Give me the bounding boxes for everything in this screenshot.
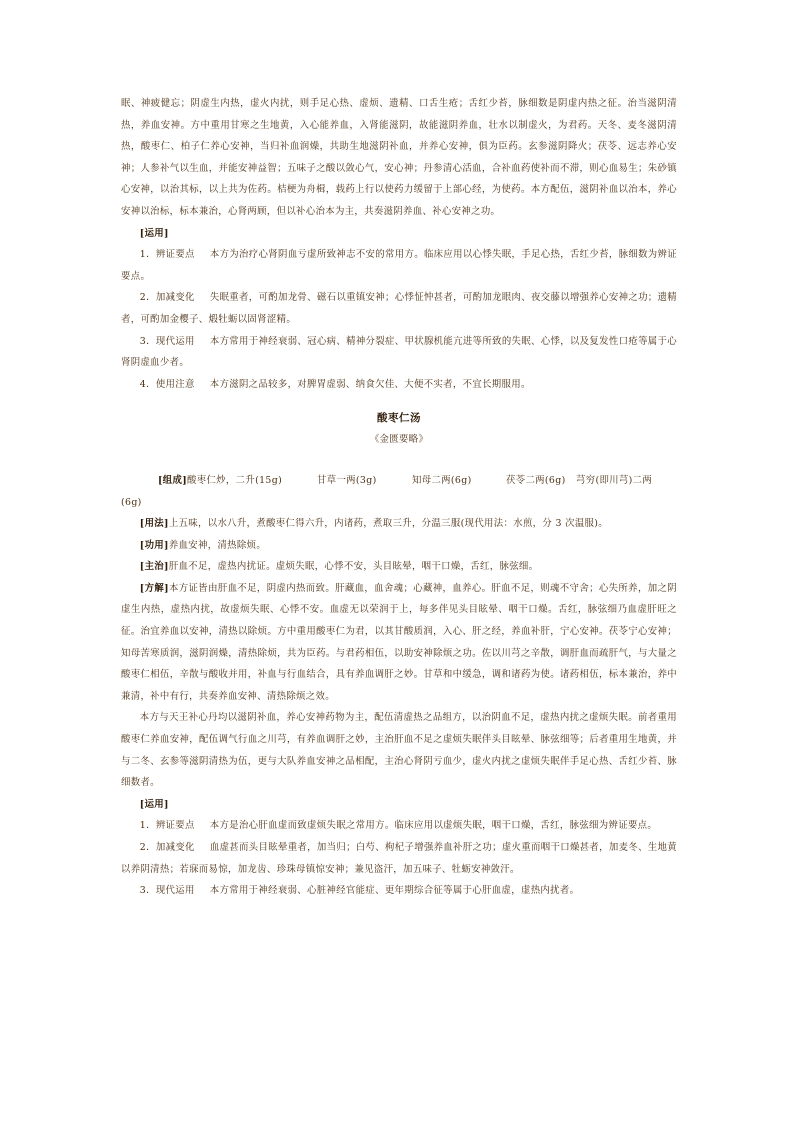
ingredient: 知母二两(6g) <box>412 475 472 486</box>
explanation: [方解]本方证皆由肝血不足，阴虚内热而致。肝藏血，血舍魂；心藏神，血养心。肝血不足，则魂不守舍；心失所养，加之阴虚生内热，虚热内扰，故虚烦失眠、心悸不安。血虚无以荣润于上，每多伴见头目眩晕、咽干口燥。舌红，脉弦细乃血虚肝旺之征。治宜养血以安神，清热以除烦。方中重用酸枣仁为君，以其甘酸质润，入心、肝之经，养血补肝，宁心安神。茯苓宁心安神；知母苦寒质润，滋阴润燥，清热除烦，共为臣药。与君药相伍，以助安神除烦之功。佐以川芎之辛散，调肝血而疏肝气，与大量之酸枣仁相伍，辛散与酸收并用，补血与行血结合，具有养血调肝之妙。甘草和中缓急，调和诸药为使。诸药相伍，标本兼治，养中兼清，补中有行，共奏养血安神、清热除烦之效。 <box>121 582 677 702</box>
composition <box>121 470 677 514</box>
ingredient: 芎穷(即川芎)二两 <box>576 475 653 486</box>
section2-text <box>121 513 677 902</box>
usage-item: 3．现代运用 本方常用于神经衰弱、冠心病、精神分裂症、甲状腺机能亢进等所致的失眠、心悸，以及复发性口疮等属于心肾阴虚血少者。 <box>121 335 677 369</box>
continuation-paragraph: 眠、神疲健忘；阴虚生内热，虚火内扰，则手足心热、虚烦、遗精、口舌生疮；舌红少苔，脉细数是阴虚内热之征。治当滋阴清热，养血安神。方中重用甘寒之生地黄，入心能养血，入肾能滋阴，故能滋阴养血，壮水以制虚火，为君药。天冬、麦冬滋阴清热，酸枣仁、柏子仁养心安神，当归补血润燥，共助生地滋阴补血，并养心安神，俱为臣药。玄参滋阴降火；茯苓、远志养心安神；人参补气以生血，并能安神益智；五味子之酸以敛心气，安心神；丹参清心活血，合补血药使补而不滞，则心血易生；朱砂镇心安神，以治其标，以上共为佐药。桔梗为舟楫，载药上行以使药力缓留于上部心经，为使药。本方配伍，滋阴补血以治本，养心安神以治标，标本兼治，心肾两顾，但以补心治本为主，共奏滋阴养血、补心安神之功。 <box>121 98 677 217</box>
composition-label: [组成] <box>158 475 188 486</box>
ingredient: 甘草一两(3g) <box>317 475 377 486</box>
usage-item: 2．加减变化 失眠重者，可酌加龙骨、磁石以重镇安神；心悸怔忡甚者，可酌加龙眼肉、夜交藤以增强养心安神之功；遗精者，可酌加金樱子、煅牡蛎以固肾涩精。 <box>121 292 677 325</box>
usage-item: 1．辨证要点 本方是治心肝血虚而致虚烦失眠之常用方。临床应用以虚烦失眠，咽干口燥，舌红，脉弦细为辨证要点。 <box>139 820 658 832</box>
usage-heading: [运用] <box>139 798 169 810</box>
composition-continuation: (6g) <box>121 497 142 508</box>
usage-item: 1．辨证要点 本方为治疗心肾阴血亏虚所致神志不安的常用方。临床应用以心悸失眠，手足心热，舌红少苔，脉细数为辨证要点。 <box>121 249 677 282</box>
section1-text <box>121 93 677 395</box>
formula-title: 酸枣仁汤 <box>377 412 421 424</box>
formula-source: 《金匮要略》 <box>369 434 429 445</box>
usage-item: 4．使用注意 本方滋阴之品较多，对脾胃虚弱、纳食欠佳、大便不实者，不宜长期服用。 <box>139 378 531 390</box>
comparison-paragraph: 本方与天王补心丹均以滋阴补血，养心安神药物为主，配伍清虚热之品组方，以治阴血不足，虚热内扰之虚烦失眠。前者重用酸枣仁养血安神，配伍调气行血之川芎，有养血调肝之妙，主治肝血不足之虚烦失眠伴头目眩晕、脉弦细等；后者重用生地黄，并与二冬、玄参等滋阴清热为伍，更与大队养血安神之品相配，主治心肾阴亏血少，虚火内扰之虚烦失眠伴手足心热、舌红少苔、脉细数者。 <box>121 712 677 789</box>
ingredient: 酸枣仁炒，二升(15g) <box>187 475 283 486</box>
usage-heading: [运用] <box>139 227 169 239</box>
effect: [功用]养血安神，清热除烦。 <box>139 539 267 551</box>
composition-row <box>121 470 677 492</box>
usage-item: 2．加减变化 血虚甚而头目眩晕重者，加当归；白芍、枸杞子增强养血补肝之功；虚火重而咽干口燥甚者，加麦冬、生地黄以养阴清热；若寐而易惊，加龙齿、珍珠母镇惊安神；兼见盗汗，加五味子、牡蛎安神敛汗。 <box>121 841 677 875</box>
ingredient: 茯苓二两(6g) <box>506 475 566 486</box>
indication: [主治]肝血不足，虚热内扰证。虚烦失眠，心悸不安，头目眩晕，咽干口燥，舌红，脉弦细。 <box>139 561 539 573</box>
usage-item: 3．现代运用 本方常用于神经衰弱、心脏神经官能症、更年期综合征等属于心肝血虚，虚热内扰者。 <box>139 885 580 897</box>
method: [用法]上五味，以水八升，煮酸枣仁得六升，内诸药，煮取三升，分温三服(现代用法：水煎，分 3 次温服)。 <box>139 518 608 529</box>
